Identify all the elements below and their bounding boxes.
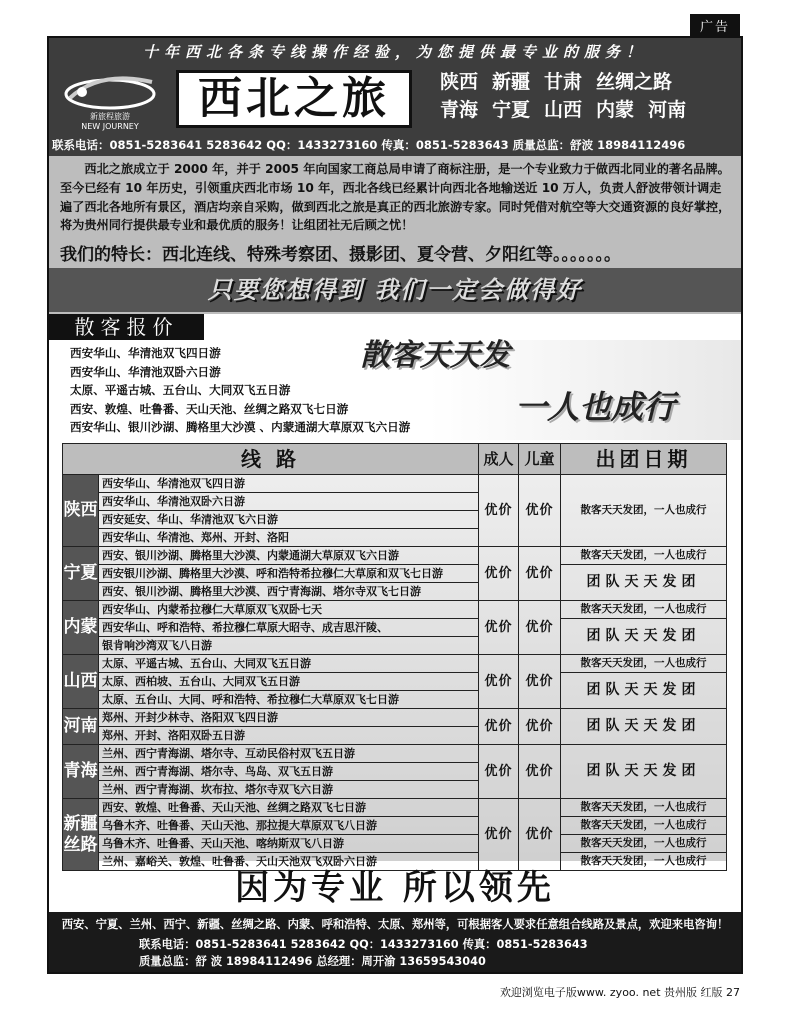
- route-cell: 太原、平遥古城、五台山、大同双飞五日游: [99, 655, 479, 673]
- departure-note: 散客天天发团，一人也成行: [561, 601, 727, 619]
- region-item: 丝绸之路: [596, 71, 673, 93]
- header-child: 儿童: [519, 444, 561, 475]
- departure-note: 团队天天发团: [561, 745, 727, 799]
- table-row: [63, 817, 727, 835]
- contact-line: 联系电话：0851-5283641 5283642 QQ：1433273160 传真：0851-5283643 质量总监：舒波 18984112496: [52, 138, 686, 152]
- departure-note: 散客天天发团，一人也成行: [561, 817, 727, 835]
- route-cell: 西安华山、内蒙希拉穆仁大草原双飞双卧七天: [99, 601, 479, 619]
- quick-route-item: 西安华山、银川沙湖、腾格里大沙漠 、内蒙通湖大草原双飞六日游: [70, 420, 411, 434]
- route-cell: 乌鲁木齐、吐鲁番、天山天池、喀纳斯双飞八日游: [99, 835, 479, 853]
- table-row: [63, 619, 727, 637]
- table-row: [63, 655, 727, 673]
- region-item: 青海: [440, 99, 479, 121]
- adult-price-cell: 优价: [479, 655, 519, 709]
- table-row: [63, 475, 727, 493]
- table-row: [63, 799, 727, 817]
- ad-tag: 广告: [690, 14, 740, 36]
- departure-note: 散客天天发团，一人也成行: [561, 835, 727, 853]
- child-price-cell: 优价: [519, 799, 561, 871]
- route-table-wrap: [62, 443, 726, 868]
- brand-english: [60, 111, 160, 131]
- footer-contact: [49, 912, 741, 972]
- footer-line-1: 西安、宁夏、兰州、西宁、新疆、丝绸之路、内蒙、呼和浩特、太原、郑州等，可根据客人要求任意组合线路及景点，欢迎来电咨询！: [61, 918, 729, 931]
- region-item: 河南: [648, 99, 687, 121]
- departure-note: 团队天天发团: [561, 565, 727, 601]
- table-row: [63, 673, 727, 691]
- region-row-2: [440, 96, 738, 124]
- child-price-cell: 优价: [519, 745, 561, 799]
- region-item: 宁夏: [492, 99, 531, 121]
- departure-note: 散客天天发团，一人也成行: [561, 547, 727, 565]
- table-row: [63, 745, 727, 763]
- adult-price-cell: 优价: [479, 799, 519, 871]
- route-cell: 郑州、开封、洛阳双卧五日游: [99, 727, 479, 745]
- region-row-1: [440, 68, 738, 96]
- departure-note: 团队天天发团: [561, 709, 727, 745]
- route-cell: 西安银川沙湖、腾格里大沙漠、呼和浩特希拉穆仁大草原和双飞七日游: [99, 565, 479, 583]
- adult-price-cell: 优价: [479, 475, 519, 547]
- brand-en-text: NEW JOURNEY: [81, 122, 139, 131]
- quick-route-item: 太原、平遥古城、五台山、大同双飞五日游: [70, 383, 291, 397]
- region-item: 内蒙: [596, 99, 635, 121]
- price-header: 散客报价: [49, 314, 204, 340]
- brand-name: 西北之旅: [176, 70, 412, 128]
- header-adult: 成人: [479, 444, 519, 475]
- route-cell: 太原、五台山、大同、呼和浩特、希拉穆仁大草原双飞七日游: [99, 691, 479, 709]
- child-price-cell: 优价: [519, 709, 561, 745]
- table-row: [63, 709, 727, 727]
- quick-route-item: 西安华山、华清池双飞四日游: [70, 346, 221, 360]
- departure-note: 散客天天发团，一人也成行: [561, 853, 727, 871]
- route-cell: 兰州、西宁青海湖、塔尔寺、鸟岛、双飞五日游: [99, 763, 479, 781]
- header-dates: 出团日期: [561, 444, 727, 475]
- daily-departure-slogan: 散客天天发: [360, 338, 510, 373]
- footer-line-3: 质量总监：舒 波 18984112496 总经理：周开渝 13659543040: [139, 955, 486, 968]
- route-cell: 西安、敦煌、吐鲁番、天山天池、丝绸之路双飞七日游: [99, 799, 479, 817]
- route-cell: 兰州、嘉峪关、敦煌、吐鲁番、天山天池双飞双卧六日游: [99, 853, 479, 871]
- route-cell: 西安华山、华清池双卧六日游: [99, 493, 479, 511]
- adult-price-cell: 优价: [479, 709, 519, 745]
- route-cell: 乌鲁木齐、吐鲁番、天山天池、那拉提大草原双飞八日游: [99, 817, 479, 835]
- province-cell: 陕西: [63, 475, 99, 547]
- route-cell: 银肯响沙湾双飞八日游: [99, 637, 479, 655]
- route-cell: 兰州、西宁青海湖、塔尔寺、互动民俗村双飞五日游: [99, 745, 479, 763]
- province-cell: 山西: [63, 655, 99, 709]
- route-cell: 西安、银川沙湖、腾格里大沙漠、内蒙通湖大草原双飞六日游: [99, 547, 479, 565]
- adult-price-cell: 优价: [479, 601, 519, 655]
- table-row: [63, 565, 727, 583]
- page-footer: 欢迎浏览电子版www. zyoo. net 贵州版 红版 27: [499, 986, 740, 999]
- features-line: 我们的特长：西北连线、特殊考察团、摄影团、夏令营、夕阳红等。。。。。。。: [60, 245, 621, 265]
- departure-note: 散客天天发团，一人也成行: [561, 475, 727, 547]
- adult-price-cell: 优价: [479, 745, 519, 799]
- child-price-cell: 优价: [519, 475, 561, 547]
- province-cell: 内蒙: [63, 601, 99, 655]
- tagline: 因为专业 所以领先: [235, 868, 555, 908]
- brand-cn-small: 新旅程旅游: [90, 112, 130, 121]
- route-cell: 西安华山、呼和浩特、希拉穆仁草原大昭寺、成吉思汗陵、: [99, 619, 479, 637]
- route-cell: 兰州、西宁青海湖、坎布拉、塔尔寺双飞六日游: [99, 781, 479, 799]
- region-item: 山西: [544, 99, 583, 121]
- route-cell: 西安华山、华清池双飞四日游: [99, 475, 479, 493]
- region-item: 新疆: [492, 71, 531, 93]
- header-route: 线 路: [63, 444, 479, 475]
- table-row: [63, 547, 727, 565]
- region-item: 陕西: [440, 71, 479, 93]
- region-list: [440, 68, 738, 124]
- departure-note: 团队天天发团: [561, 673, 727, 709]
- route-table: [62, 443, 727, 871]
- table-row: [63, 835, 727, 853]
- quick-route-item: 西安华山、华清池双卧六日游: [70, 364, 221, 379]
- child-price-cell: 优价: [519, 601, 561, 655]
- solo-traveler-slogan: 一人也成行: [515, 388, 676, 426]
- table-row: [63, 601, 727, 619]
- slogan: 十年西北各条专线操作经验，为您提供最专业的服务！: [142, 43, 647, 61]
- route-cell: 郑州、开封少林寺、洛阳双飞四日游: [99, 709, 479, 727]
- route-cell: 西安延安、华山、华清池双飞六日游: [99, 511, 479, 529]
- province-cell: 宁夏: [63, 547, 99, 601]
- province-cell: 青海: [63, 745, 99, 799]
- intro-text: 西北之旅成立于 2000 年，并于 2005 年向国家工商总局申请了商标注册，是一个专业致力于做西北同业的著名品牌。至今已经有 10 年历史，引领重庆西北市场 10 年，西北各线已经累计向西北各地输送近 10 万人，负责人舒波带领计调走遍了西北各地所有景区，酒店均亲自采购，做到西北之旅是真正的西北旅游专家。同时凭借对航空等大交通资源的良好掌控，将为贵州同行提供最专业和最优质的服务！让组团社无后顾之忧！: [60, 162, 731, 233]
- departure-note: 散客天天发团，一人也成行: [561, 799, 727, 817]
- route-cell: 太原、西柏坡、五台山、大同双飞五日游: [99, 673, 479, 691]
- departure-note: 团队天天发团: [561, 619, 727, 655]
- quick-route-item: 西安、敦煌、吐鲁番、天山天池、丝绸之路双飞七日游: [70, 401, 349, 416]
- province-cell: 新疆丝路: [63, 799, 99, 871]
- table-header-row: [63, 444, 727, 475]
- footer-line-2: 联系电话：0851-5283641 5283642 QQ：1433273160 传真：0851-5283643: [139, 938, 588, 951]
- province-cell: 河南: [63, 709, 99, 745]
- child-price-cell: 优价: [519, 655, 561, 709]
- route-cell: 西安、银川沙湖、腾格里大沙漠、西宁青海湖、塔尔寺双飞七日游: [99, 583, 479, 601]
- adult-price-cell: 优价: [479, 547, 519, 601]
- departure-note: 散客天天发团，一人也成行: [561, 655, 727, 673]
- route-cell: 西安华山、华清池、郑州、开封、洛阳: [99, 529, 479, 547]
- region-item: 甘肃: [544, 71, 583, 93]
- promise-slogan: 只要您想得到 我们一定会做得好: [207, 276, 583, 304]
- child-price-cell: 优价: [519, 547, 561, 601]
